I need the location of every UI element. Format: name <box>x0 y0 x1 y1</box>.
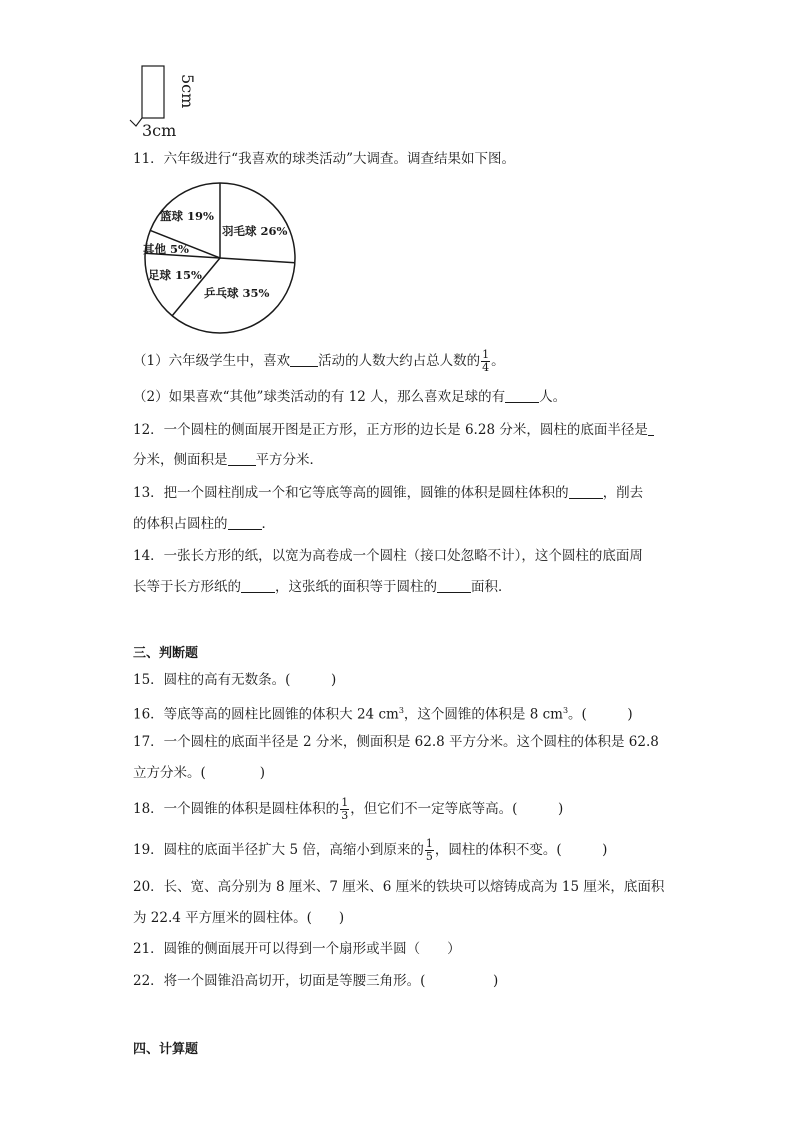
answer-blank[interactable] <box>505 388 539 403</box>
fraction: $\frac{1}{5}$ <box>425 837 433 863</box>
height-label: 5cm <box>178 74 197 109</box>
pie-chart <box>140 178 300 338</box>
pie-slice-label: 其他 5% <box>143 242 189 256</box>
section-title-calculation: 四、计算题 <box>133 1042 199 1057</box>
q19: 19．圆柱的底面半径扩大 5 倍，高缩小到原来的 $\frac{1}{5}$ ，圆柱的体积不变。( ) <box>133 837 608 863</box>
answer-blank[interactable] <box>569 484 603 499</box>
pie-slice-label: 篮球 19% <box>160 209 214 223</box>
answer-blank[interactable] <box>241 578 275 593</box>
q17-line2: 立方分米。( ) <box>133 765 266 781</box>
fraction: $\frac{1}{4}$ <box>482 348 490 374</box>
pie-slice-label: 乒乓球 35% <box>204 286 270 300</box>
q20-line2: 为 22.4 平方厘米的圆柱体。( ) <box>133 910 345 926</box>
q14-line2: 长等于长方形纸的 ，这张纸的面积等于圆柱的 面积． <box>133 579 512 595</box>
rectangle-figure <box>128 60 200 140</box>
pie-slice-label: 羽毛球 26% <box>222 224 288 238</box>
q15: 15．圆柱的高有无数条。( ) <box>133 672 337 688</box>
q21: 21．圆锥的侧面展开可以得到一个扇形或半圆（ ） <box>133 941 461 957</box>
q16: 16．等底等高的圆柱比圆锥的体积大 24 $cm^3$，这个圆锥的体积是 8 $cm^3$。( ) <box>133 706 633 723</box>
answer-blank[interactable] <box>290 352 318 367</box>
q18: 18．一个圆锥的体积是圆柱体积的 $\frac{1}{3}$ ，但它们不一定等底等高。( ) <box>133 796 564 822</box>
q20-line1: 20．长、宽、高分别为 8 厘米、7 厘米、6 厘米的铁块可以熔铸成高为 15 厘米，底面积 <box>133 879 665 895</box>
pie-slice-label: 足球 15% <box>148 268 202 282</box>
q12-line2: 分米，侧面积是 平方分米． <box>133 452 323 468</box>
q11-part1: （1）六年级学生中，喜欢 活动的人数大约占总人数的 $\frac{1}{4}$ 。 <box>133 348 505 374</box>
answer-blank[interactable] <box>228 451 256 466</box>
q17-line1: 17．一个圆柱的底面半径是 2 分米，侧面积是 62.8 平方分米。这个圆柱的体积是 62.8 <box>133 734 659 750</box>
q13-line1: 13．把一个圆柱削成一个和它等底等高的圆锥，圆锥的体积是圆柱体积的 ，削去 <box>133 485 644 501</box>
section-title-judgement: 三、判断题 <box>133 646 199 661</box>
answer-blank[interactable] <box>648 421 654 436</box>
width-label: 3cm <box>142 121 177 140</box>
fraction: $\frac{1}{3}$ <box>341 796 349 822</box>
q22: 22．将一个圆锥沿高切开，切面是等腰三角形。( ) <box>133 973 499 989</box>
q13-line2: 的体积占圆柱的 ． <box>133 516 275 532</box>
rectangle-shape <box>142 66 164 118</box>
width-arrow-icon <box>130 118 142 126</box>
q14-line1: 14．一张长方形的纸，以宽为高卷成一个圆柱（接口处忽略不计），这个圆柱的底面周 <box>133 548 643 564</box>
answer-blank[interactable] <box>228 515 262 530</box>
q11-stem: 11．六年级进行“我喜欢的球类活动”大调查。调查结果如下图。 <box>133 151 515 167</box>
q11-part2: （2）如果喜欢“其他”球类活动的有 12 人，那么喜欢足球的有 人。 <box>133 389 567 405</box>
answer-blank[interactable] <box>437 578 471 593</box>
q12-line1: 12．一个圆柱的侧面展开图是正方形，正方形的边长是 6.28 分米，圆柱的底面半径是 <box>133 421 654 439</box>
